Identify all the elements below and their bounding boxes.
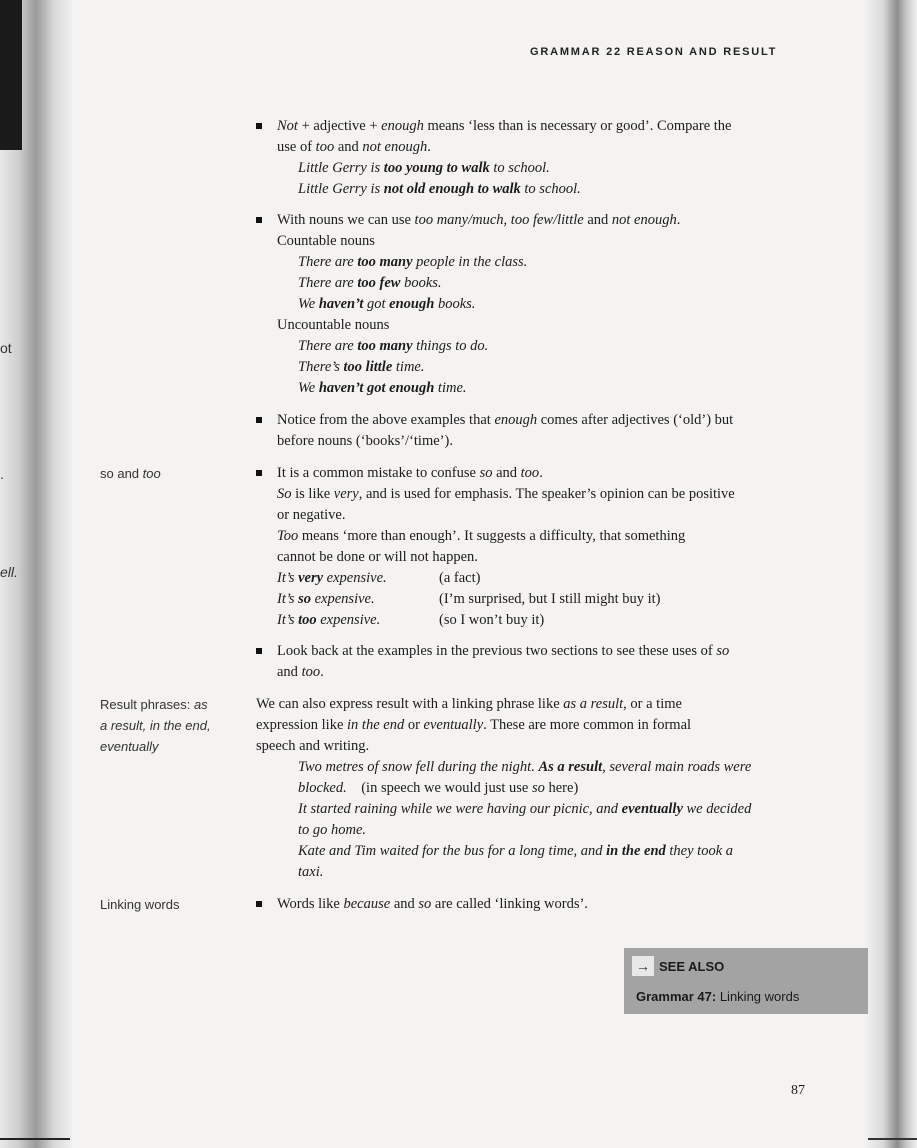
rule-block-look-back: Look back at the examples in the previous two sections to see these uses of so and too. (256, 641, 816, 683)
side-label-so-too: so and too (100, 466, 161, 481)
spine-bottom-line (0, 1138, 70, 1140)
facing-page-text: . (0, 466, 4, 482)
right-page-edge (865, 0, 917, 1148)
see-also-reference[interactable]: Grammar 47: Linking words (636, 989, 800, 1004)
side-label-result-phrases: Result phrases: as a result, in the end, eventually (100, 697, 211, 754)
bullet-square (256, 123, 262, 129)
side-label-linking-words: Linking words (100, 897, 180, 912)
bullet-square (256, 217, 262, 223)
rule-block-linking-words: Words like because and so are called ‘linking words’. (256, 894, 816, 915)
rule-block-enough-position: Notice from the above examples that enough comes after adjectives (‘old’) but before nouns (‘books’/‘time’). (256, 410, 816, 452)
rule-block-so-too: It is a common mistake to confuse so and too. So is like very, and is used for emphasis. The speaker’s opinion can be positive or negative. Too means ‘more than enough’. It suggests a difficulty, that something cannot be done or will not happen. It’s very expensive. (a fact) It’s so expensive. (I’m surprised, but I still might buy it) It’s too expensive. (so I won’t buy it) (256, 463, 816, 631)
bullet-square (256, 417, 262, 423)
right-bottom-line (868, 1138, 917, 1140)
facing-page-text: ot (0, 340, 12, 356)
bullet-square (256, 901, 262, 907)
arrow-right-icon: → (632, 956, 654, 976)
comparison-row: It’s too expensive. (so I won’t buy it) (277, 612, 545, 628)
facing-page-edge (0, 0, 22, 150)
comparison-row: It’s so expensive. (I’m surprised, but I still might buy it) (277, 591, 661, 607)
bullet-square (256, 648, 262, 654)
page-header: GRAMMAR 22 REASON AND RESULT (530, 46, 778, 58)
bullet-square (256, 470, 262, 476)
rule-block-result-phrases: We can also express result with a linking phrase like as a result, or a time expression like in the end or eventually. These are more common in formal speech and writing. Two metres of snow fell during the night. As a result, several main roads were blocked. (in speech we would just use so here) It started raining while we were having our picnic, and eventually we decided to go home. Kate and Tim waited for the bus for a long time, and in the end they took a taxi. (256, 696, 752, 880)
facing-page-text: ell. (0, 564, 18, 580)
comparison-row: It’s very expensive. (a fact) (277, 570, 481, 586)
page-number: 87 (791, 1083, 805, 1098)
rule-block-nouns: With nouns we can use too many/much, too few/little and not enough. Countable nouns There are too many people in the class. There are too few books. We haven’t got enough books. Uncountable nouns There are too many things to do. There’s too little time. We haven’t got enough time. (256, 210, 816, 399)
see-also-box (624, 948, 868, 1014)
see-also-title: SEE ALSO (659, 958, 725, 974)
rule-block-not-enough: Not + adjective + enough means ‘less than is necessary or good’. Compare the use of too and not enough. Little Gerry is too young to walk to school. Little Gerry is not old enough to walk to school. (256, 116, 816, 200)
